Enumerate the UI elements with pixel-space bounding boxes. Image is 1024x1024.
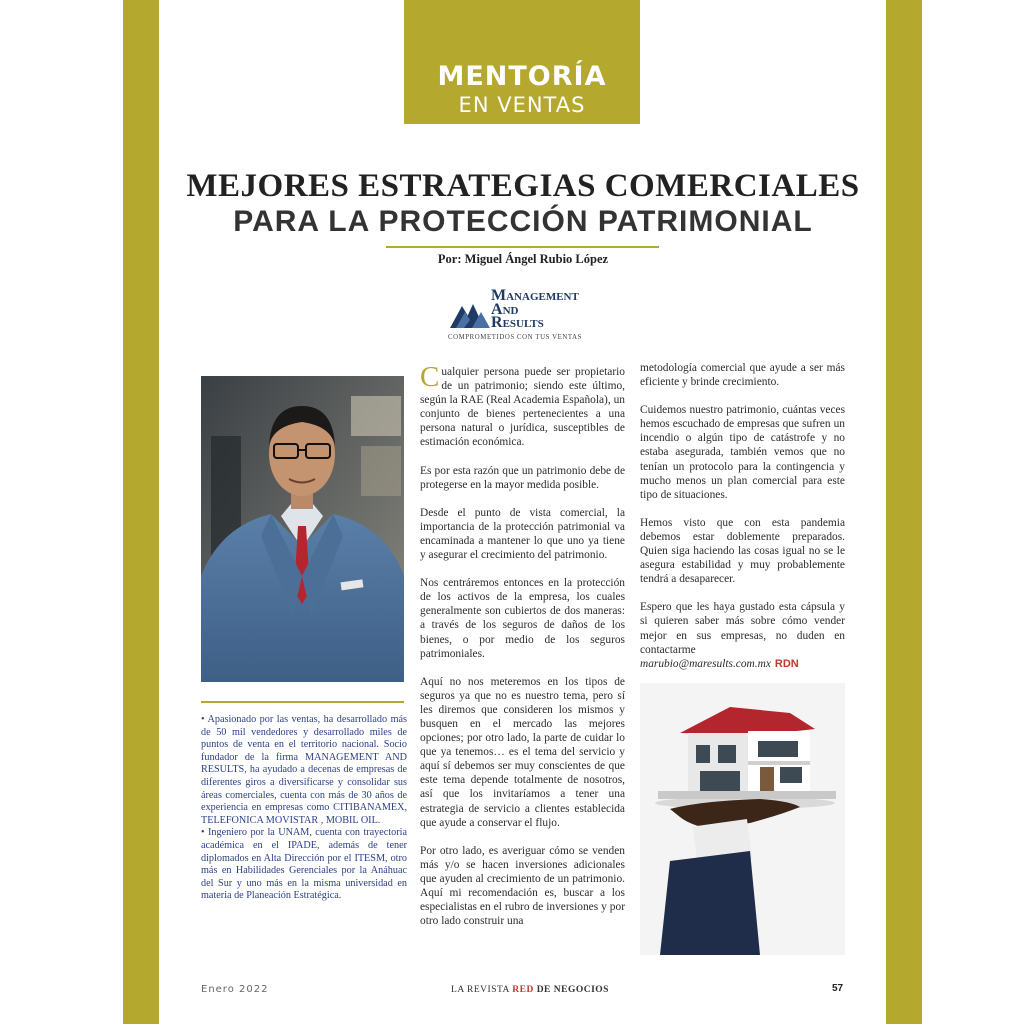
bio-paragraph: • Ingeniero por la UNAM, cuenta con trayectoria académica en el IPADE, además de tener diplomados en Alta Dirección por el ITESM, otro más en Habilidades Gerenciales por la Anáhuac del Sur y uno más en la misma universidad en materia de Planeación Estratégica.: [201, 827, 407, 902]
article-column-middle: [420, 361, 625, 942]
author-email[interactable]: marubio@maresults.com.mx: [640, 657, 771, 670]
body-paragraph: Por otro lado, es averiguar cómo se venden más y/o se hacen inversiones adicionales que ayuden al crecimiento de un patrimonio. Aquí mi recomendación es, buscar a los especialistas en el rubro de inversiones y por otro lado construir una: [420, 844, 625, 928]
section-tag: [404, 0, 640, 124]
logo-word-management: ANAGEMENT: [506, 291, 579, 303]
pub-name-red: RED: [512, 985, 534, 995]
logo-mark-icon: [448, 292, 490, 332]
logo-letter-m: M: [491, 287, 507, 304]
body-paragraph: metodología comercial que ayude a ser más eficiente y brinde crecimiento.: [640, 362, 845, 389]
right-border-bar: [886, 0, 922, 1024]
bio-paragraph: • Apasionado por las ventas, ha desarrollado más de 50 mil vendedores y desarrollado miles de puntos de venta en el territorio nacional. Socio fundador de la firma MANAGEMENT AND RESULTS, ha ayudado a decenas de empresas de diferentes giros a diversificarse y consolidar sus áreas comerciales, cuenta con más de 30 años de experiencia en empresas como CITIBANAMEX, TELEFONICA MOVISTAR , MOBIL OIL.: [201, 714, 407, 826]
logo-tagline: COMPROMETIDOS CON TUS VENTAS: [448, 334, 583, 341]
logo-word-and: ND: [502, 304, 519, 317]
body-paragraph: Nos centráremos entonces en la protección de los activos de la empresa, los cuales generalmente son cubiertos de dos maneras: a través de los seguros de daños de los bienes, o por medio de los seguros patrimoniales.: [420, 577, 625, 660]
body-paragraph: [640, 600, 845, 670]
company-logo: [448, 287, 608, 346]
drop-cap: C: [420, 361, 440, 393]
body-paragraph: Cuidemos nuestro patrimonio, cuántas veces hemos escuchado de empresas que sufren un incendio o algún tipo de catástrofe y no estaba asegurada, también vemos que no tenían un protocolo para la contingencia y mucho menos un plan comercial para este tipo de situaciones.: [640, 404, 845, 501]
byline: Por: Miguel Ángel Rubio López: [437, 252, 609, 266]
body-text: ualquier persona puede ser propietario de un patrimonio; siendo este último, según la RAE (Real Academia Española), un conjunto de bienes pertenecientes a una persona natural o jurídica, susceptibles de estimación económica.: [420, 366, 625, 449]
house-in-hand-image: [640, 683, 845, 955]
left-border-bar: [123, 0, 159, 1024]
body-paragraph: Aquí no nos meteremos en los tipos de seguros ya que no es nuestro tema, pero sí les diremos que consideren los mismos y busquen en el mercado las mejores opciones; por otro lado, la parte de cuidar lo que ya tenemos… es el tema del servicio y aquí sí debemos ser muy conscientes de que este tema depende totalmente de nosotros, así que los invitaríamos a tener una estrategia de servicio a clientes establecida que ayude a conservar el flujo.: [420, 675, 625, 829]
author-bio: [201, 714, 407, 903]
author-photo: [201, 376, 404, 682]
article-title: MEJORES ESTRATEGIAS COMERCIALES: [186, 168, 860, 204]
body-paragraph: Es por esta razón que un patrimonio debe de protegerse en la mayor medida posible.: [420, 464, 625, 491]
section-subtitle: EN VENTAS: [458, 93, 586, 117]
bio-divider: [201, 701, 404, 703]
publication-name: [440, 985, 620, 995]
article-column-right: [640, 361, 845, 685]
article-subtitle: PARA LA PROTECCIÓN PATRIMONIAL: [233, 205, 813, 238]
body-text: Espero que les haya gustado esta cápsula y si quieren saber más sobre cómo vender mejor en sus empresas, no duden en contactarme: [640, 601, 845, 656]
page-number: 57: [832, 983, 844, 994]
body-paragraph: Hemos visto que con esta pandemia debemos estar doblemente preparados. Quien siga haciendo las cosas igual no se le asegura estabilidad y muy probablemente tendrá a desaparecer.: [640, 516, 845, 586]
body-paragraph: [420, 361, 625, 450]
issue-date: Enero 2022: [201, 984, 269, 995]
signature-badge: RDN: [774, 657, 799, 670]
logo-letter-r: R: [491, 314, 503, 331]
logo-word-results: ESULTS: [502, 318, 544, 330]
section-title: MENTORÍA: [437, 61, 607, 92]
body-paragraph: Desde el punto de vista comercial, la importancia de la protección patrimonial va encaminada a mantener lo que uno ya tiene y asegurar el crecimiento del patrimonio.: [420, 506, 625, 562]
title-divider: [386, 246, 659, 248]
pub-name-part2: DE NEGOCIOS: [536, 985, 609, 995]
logo-wordmark: [491, 287, 579, 331]
pub-name-part1: LA REVISTA: [451, 985, 510, 995]
logo-letter-a: A: [491, 300, 503, 318]
